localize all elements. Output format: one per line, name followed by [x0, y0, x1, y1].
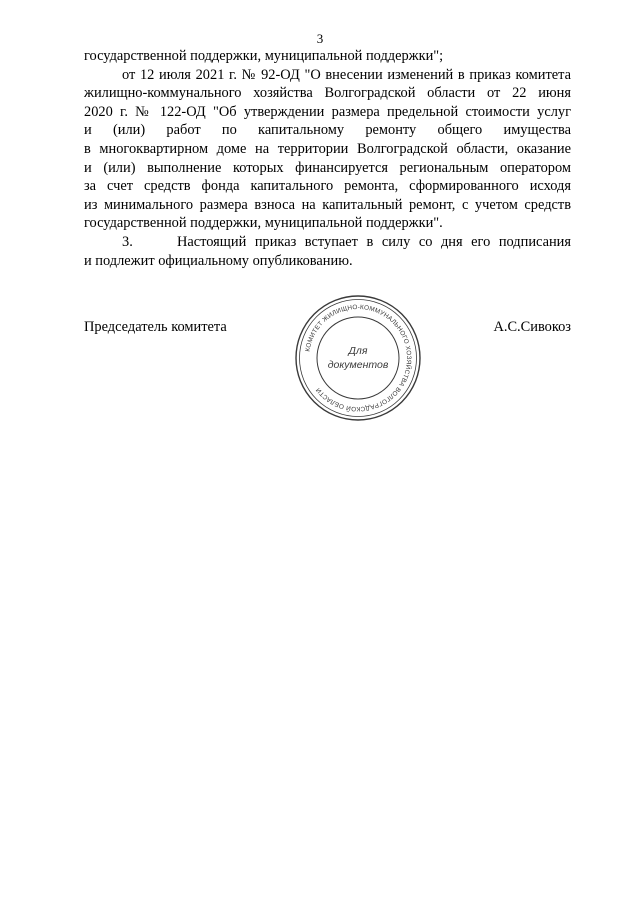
item-3-text: Настоящий приказ вступает в силу со дня его подписания — [177, 233, 571, 250]
document-body — [84, 47, 571, 270]
continuation-line: государственной поддержки, муниципальной поддержки"; — [84, 48, 444, 64]
amendment-line: от 12 июля 2021 г. № 92-ОД "О внесении изменений в приказ комитета — [122, 66, 571, 83]
item-number: 3. — [122, 233, 133, 250]
stamp-center-line1: Для — [348, 345, 368, 357]
official-stamp — [294, 294, 422, 422]
amendment-line: жилищно-коммунального хозяйства Волгоградской области от 22 июня — [84, 85, 571, 102]
stamp-ring-text: КОМИТЕТ ЖИЛИЩНО-КОММУНАЛЬНОГО ХОЗЯЙСТВА ВОЛГОГРАДСКОЙ ОБЛАСТИ — [304, 303, 413, 413]
stamp-outer-ring — [296, 296, 420, 420]
item-3-line — [84, 233, 571, 252]
stamp-center-line2: документов — [327, 359, 389, 371]
page-number: 3 — [316, 31, 324, 46]
amendment-line: из минимального размера взноса на капитальный ремонт, с учетом средств — [84, 196, 571, 213]
stamp-inner-ring — [317, 317, 399, 399]
amendment-line: за счет средств фонда капитального ремонта, сформированного исходя — [84, 178, 571, 195]
amendment-line: в многоквартирном доме на территории Волгоградской области, оказание — [84, 140, 571, 157]
signatory-name: А.С.Сивокоз — [493, 319, 571, 335]
signatory-position: Председатель комитета — [84, 319, 227, 335]
amendment-line: государственной поддержки, муниципальной поддержки". — [84, 215, 443, 232]
amendment-line: и (или) выполнение которых финансируется региональным оператором — [84, 159, 571, 176]
amendment-line: 2020 г. № 122-ОД "Об утверждении размера предельной стоимости услуг — [84, 103, 571, 120]
item-3-line: и подлежит официальному опубликованию. — [84, 252, 353, 269]
amendment-line: и (или) работ по капитальному ремонту общего имущества — [84, 122, 571, 139]
